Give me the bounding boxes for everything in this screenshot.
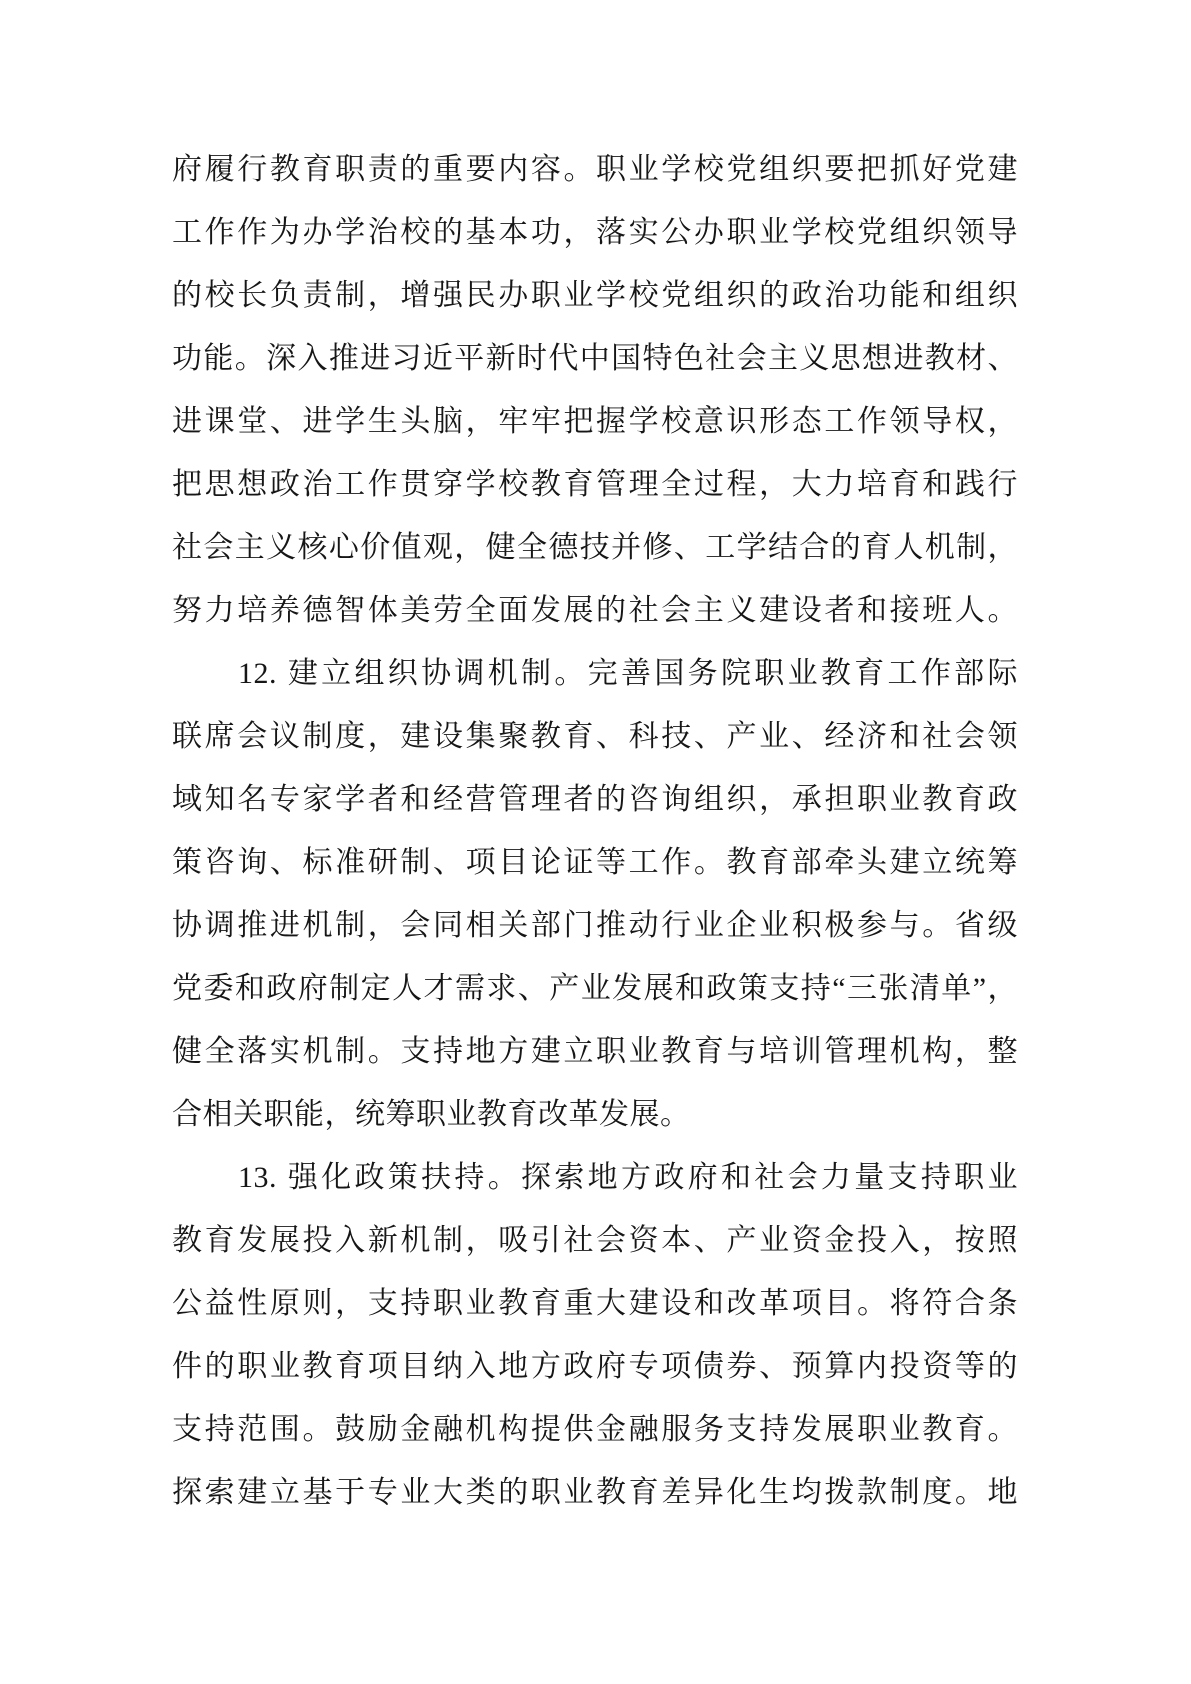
text-line: 域知名专家学者和经营管理者的咨询组织，承担职业教育政 xyxy=(172,783,1018,816)
text-block xyxy=(172,138,1018,1524)
text-line: 探索建立基于专业大类的职业教育差异化生均拨款制度。地 xyxy=(172,1476,1018,1509)
text-line: 13. 强化政策扶持。探索地方政府和社会力量支持职业 xyxy=(238,1161,1018,1194)
text-line: 公益性原则，支持职业教育重大建设和改革项目。将符合条 xyxy=(172,1287,1018,1320)
text-line: 努力培养德智体美劳全面发展的社会主义建设者和接班人。 xyxy=(172,594,1018,627)
text-line: 件的职业教育项目纳入地方政府专项债券、预算内投资等的 xyxy=(172,1350,1018,1383)
text-line: 策咨询、标准研制、项目论证等工作。教育部牵头建立统筹 xyxy=(172,846,1018,879)
text-line: 联席会议制度，建设集聚教育、科技、产业、经济和社会领 xyxy=(172,720,1018,753)
text-line: 协调推进机制，会同相关部门推动行业企业积极参与。省级 xyxy=(172,909,1018,942)
text-line: 功能。深入推进习近平新时代中国特色社会主义思想进教材、 xyxy=(172,342,1018,375)
text-line: 府履行教育职责的重要内容。职业学校党组织要把抓好党建 xyxy=(172,153,1018,186)
text-line: 健全落实机制。支持地方建立职业教育与培训管理机构，整 xyxy=(172,1035,1018,1068)
text-line: 社会主义核心价值观，健全德技并修、工学结合的育人机制， xyxy=(172,531,1018,564)
text-line: 党委和政府制定人才需求、产业发展和政策支持“三张清单”， xyxy=(172,972,1018,1005)
text-line: 合相关职能，统筹职业教育改革发展。 xyxy=(172,1098,691,1131)
text-line: 12. 建立组织协调机制。完善国务院职业教育工作部际 xyxy=(238,657,1018,690)
text-line: 把思想政治工作贯穿学校教育管理全过程，大力培育和践行 xyxy=(172,468,1018,501)
text-line: 支持范围。鼓励金融机构提供金融服务支持发展职业教育。 xyxy=(172,1413,1018,1446)
text-line: 的校长负责制，增强民办职业学校党组织的政治功能和组织 xyxy=(172,279,1018,312)
text-line: 进课堂、进学生头脑，牢牢把握学校意识形态工作领导权， xyxy=(172,405,1018,438)
text-line: 教育发展投入新机制，吸引社会资本、产业资金投入，按照 xyxy=(172,1224,1018,1257)
text-line: 工作作为办学治校的基本功，落实公办职业学校党组织领导 xyxy=(172,216,1018,249)
